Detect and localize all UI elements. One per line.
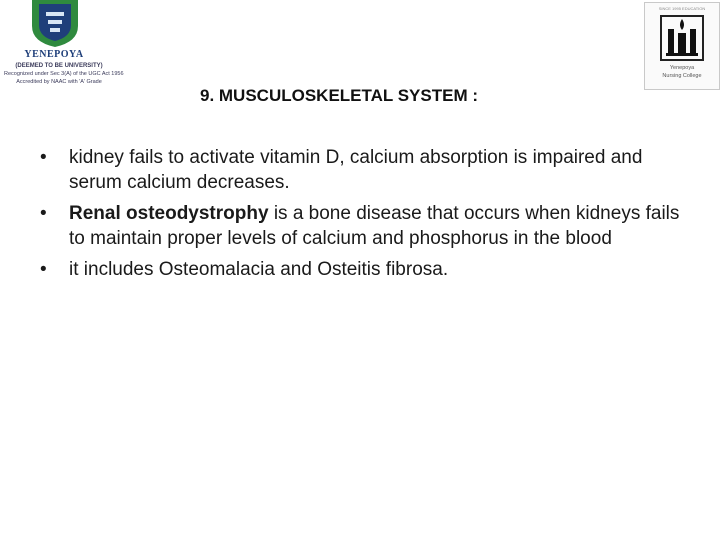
bullet-list — [40, 145, 680, 288]
bullet-dot-icon: • — [40, 259, 47, 280]
logo-caption-line1: Yenepoya — [669, 65, 695, 71]
bullet-dot-icon: • — [40, 147, 47, 168]
logo-name: YENEPOYA — [24, 49, 84, 60]
logo-top-caption: SINCE 1995 EDUCATION — [658, 6, 706, 11]
bullet-text: it includes Osteomalacia and Osteitis fibrosa. — [69, 259, 449, 280]
bullet-text: is a bone disease that occurs when kidneys fails to maintain proper levels of calcium and phosphorus in the blood — [69, 203, 680, 249]
bullet-item — [40, 145, 680, 195]
slide-title: 9. MUSCULOSKELETAL SYSTEM : — [200, 86, 479, 105]
bullet-item — [40, 257, 680, 282]
shield-emblem-icon — [26, 0, 84, 48]
bullet-dot-icon: • — [40, 203, 47, 224]
yenepoya-university-logo — [4, 0, 124, 100]
logo-accreditation: Accredited by NAAC with 'A' Grade — [16, 79, 102, 85]
logo-subtitle: (DEEMED TO BE UNIVERSITY) — [15, 63, 103, 69]
logo-caption-line2: Nursing College — [662, 73, 702, 79]
bullet-text: kidney fails to activate vitamin D, calcium absorption is impaired and serum calcium decreases. — [69, 147, 643, 193]
bullet-term: Renal osteodystrophy — [69, 203, 269, 224]
nursing-college-logo — [644, 2, 720, 90]
logo-recognition: Recognized under Sec 3(A) of the UGC Act 1956 — [4, 71, 124, 77]
lamp-emblem-icon — [658, 13, 706, 63]
bullet-item — [40, 201, 680, 251]
